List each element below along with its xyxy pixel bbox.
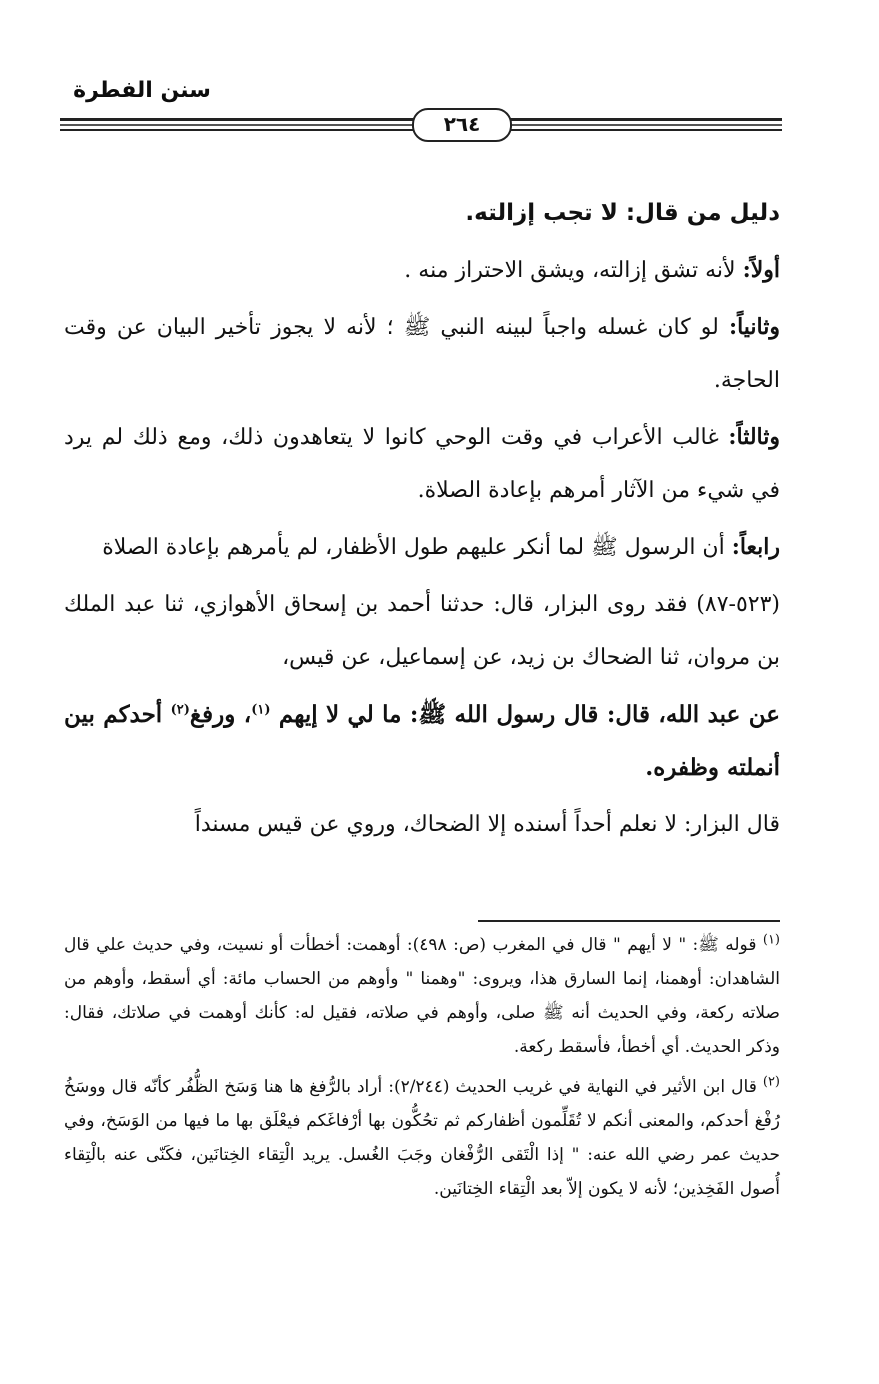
paragraph-text: لأنه تشق إزالته، ويشق الاحتراز منه . [404,258,743,283]
hadith-text [64,688,780,794]
paragraph-lead: وثانياً: [728,314,780,340]
footnote-text: قال ابن الأثير في النهاية في غريب الحديث (٢/٢٤٤): أراد بالرُّفغ ها هنا وَسَخ الظُّفُر كأنّه قال ووسَخُ رُفْغ أحدكم، والمعنى أنكم لا تُقَلِّمون أظفاركم ثم تحُكُّون بها أرْفاغَكم فيعْلَق بها ما فيها من الوَسَخ، وفي حديث عمر رضي الله عنه: " إذا الْتَقى الرُّفْغان وجَبَ الغُسل. يريد الْتِقاء الخِتانَين، فكَنّى عنه بالْتِقاء أُصول الفَخِذين؛ لأنه لا يكون إلاّ بعد الْتِقاء الخِتانَين. [64,1077,780,1199]
paragraph-text: أن الرسول ﷺ لما أنكر عليهم طول الأظفار، لم يأمرهم بإعادة الصلاة [102,535,732,560]
footnotes [64,928,780,1212]
footnote-ref: (٢) [170,702,190,718]
paragraph-text: لو كان غسله واجباً لبينه النبي ﷺ ؛ لأنه لا يجوز تأخير البيان عن وقت الحاجة. [64,315,780,393]
paragraph-lead: وثالثاً: [728,424,780,450]
paragraph-bazzar: قال البزار: لا نعلم أحداً أسنده إلا الضحاك، وروي عن قيس مسنداً [194,812,780,837]
section-heading: دليل من قال: لا تجب إزالته. [465,200,780,226]
hadith-part: عن عبد الله، قال: قال رسول الله ﷺ: ما لي لا إيهم [270,701,780,728]
paragraph-second [64,301,780,407]
page-number: ٢٦٤ [412,108,512,142]
paragraph-fourth [64,521,780,574]
paragraph-first [64,244,780,297]
footnote-2 [64,1070,780,1206]
footnote-number: (٢) [762,1074,780,1090]
paragraph-lead: أولاً: [742,257,780,283]
hadith-part: أحدكم بين أنملته وظفره. [64,701,780,781]
footnote-number: (١) [762,932,780,948]
paragraph-lead: رابعاً: [731,534,780,560]
footnote-ref: (١) [251,702,271,718]
paragraph-third [64,411,780,517]
paragraph-text: غالب الأعراب في وقت الوحي كانوا لا يتعاهدون ذلك، ومع ذلك لم يرد في شيء من الآثار أمرهم بإعادة الصلاة. [64,425,780,503]
hadith-part: ، ورفغ [189,701,252,728]
hadith-chain: (٥٢٣-٨٧) فقد روى البزار، قال: حدثنا أحمد بن إسحاق الأهوازي، ثنا عبد الملك بن مروان، ثنا الضحاك بن زيد، عن إسماعيل، عن قيس، [64,592,780,670]
main-text [64,190,780,855]
footnote-1 [64,928,780,1064]
running-title: سنن الفطرة [73,78,211,103]
footnote-separator [478,920,780,922]
footnote-text: قوله ﷺ: " لا أيهم " قال في المغرب (ص: ٤٩٨): أوهمت: أخطأت أو نسيت، وفي حديث علي قال الشاهدان: أوهمنا، إنما السارق هذا، ويروى: "وهمنا " وأوهم من الحساب مائة: أي أسقط، وأوهم من صلاته ركعة، وفي الحديث أنه ﷺ صلى، وأوهم في صلاته، فقيل له: كأنك أوهمت في صلاتك، فقال: وذكر الحديث. أي أخطأ، فأسقط ركعة. [64,935,780,1057]
